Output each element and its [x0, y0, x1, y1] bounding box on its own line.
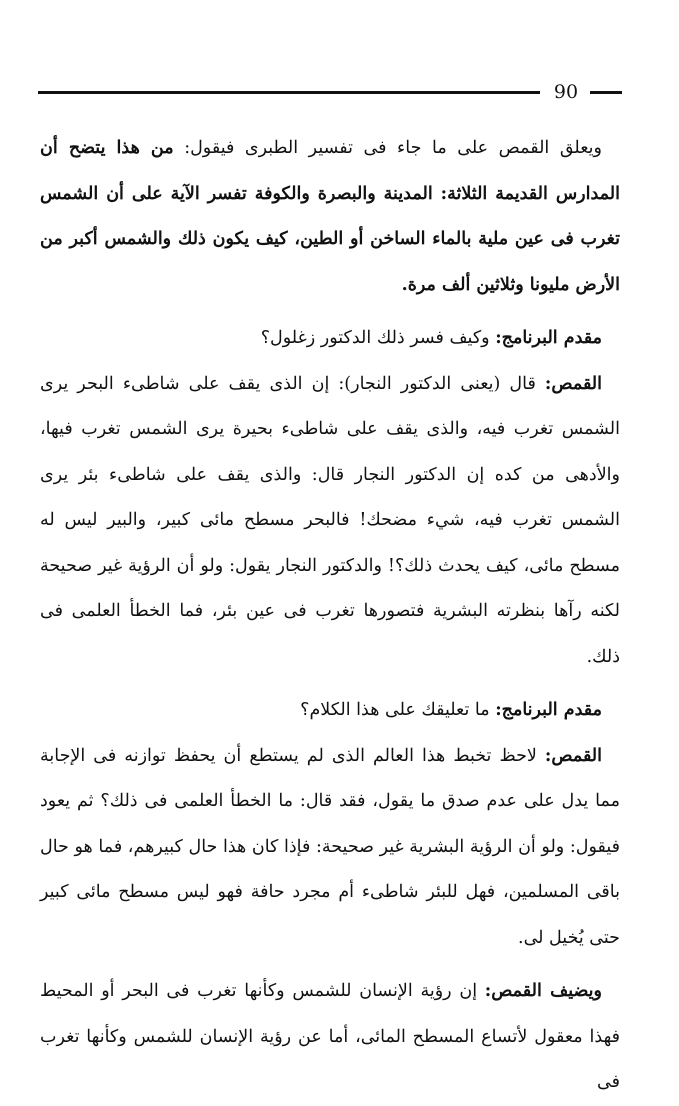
dialogue-text: إن رؤية الإنسان للشمس وكأنها تغرب فى البحر أو المحيط فهذا معقول لأتساع المسطح المائى، أما عن رؤية الإنسان للشمس وكأنها تغرب فى [40, 981, 620, 1092]
dialogue-paragraph [40, 316, 620, 362]
dialogue-text: ما تعليقك على هذا الكلام؟ [300, 700, 496, 720]
dialogue-text: قال (يعنى الدكتور النجار): إن الذى يقف على شاطىء البحر يرى الشمس تغرب فيه، والذى يقف على شاطىء بحيرة يرى الشمس تغرب فيها، والأدهى من كده إن الدكتور النجار قال: والذى يقف على شاطىء بئر يرى الشمس تغرب فيه، شيء مضحك! فالبحر مسطح مائى كبير، والبير ليس له مسطح مائى، كيف يحدث ذلك؟! والدكتور النجار يقول: ولو أن الرؤية غير صحيحة لكنه رآها بنظرته البشرية فتصورها تغرب فى عين بئر، فما الخطأ العلمى فى ذلك. [40, 373, 620, 667]
speaker-label: مقدم البرنامج: [495, 328, 602, 348]
paragraph-lead-text: ويعلق القمص على ما جاء فى تفسير الطبرى فيقول: [173, 138, 602, 158]
quoted-bold-text: من هذا يتضح أن المدارس القديمة الثلاثة: المدينة والبصرة والكوفة تفسر الآية على أن الشمس تغرب فى عين ملية بالماء الساخن أو الطين، كيف يكون ذلك والشمس أكبر من الأرض مليونا وثلاثين ألف مرة. [40, 138, 620, 295]
page-header [38, 80, 622, 106]
page-body [40, 126, 620, 1106]
paragraph-intro [40, 126, 620, 308]
dialogue-text: لاحظ تخبط هذا العالم الذى لم يستطع أن يحفظ توازنه فى الإجابة مما يدل على عدم صدق ما يقول، فقد قال: ما الخطأ العلمى فى ذلك؟ ثم يعود فيقول: ولو أن الرؤية البشرية غير صحيحة: فإذا كان هذا حال كبيرهم، فما هو حال باقى المسلمين، فهل للبئر شاطىء أم مجرد حافة فهو ليس مسطح مائى كبير حتى يُخيل لى. [40, 745, 620, 948]
dialogue-text: وكيف فسر ذلك الدكتور زغلول؟ [260, 328, 496, 348]
speaker-label: القمص: [544, 745, 602, 766]
dialogue-paragraph [40, 734, 620, 962]
speaker-label: مقدم البرنامج: [495, 700, 602, 720]
dialogue-paragraph [40, 688, 620, 734]
speaker-label: ويضيف القمص: [484, 981, 602, 1001]
dialogue-paragraph [40, 969, 620, 1106]
speaker-label: القمص: [544, 373, 602, 394]
header-rule [38, 91, 540, 94]
dialogue-paragraph [40, 362, 620, 681]
page-number: 90 [553, 81, 579, 103]
header-rule-short [590, 91, 622, 94]
